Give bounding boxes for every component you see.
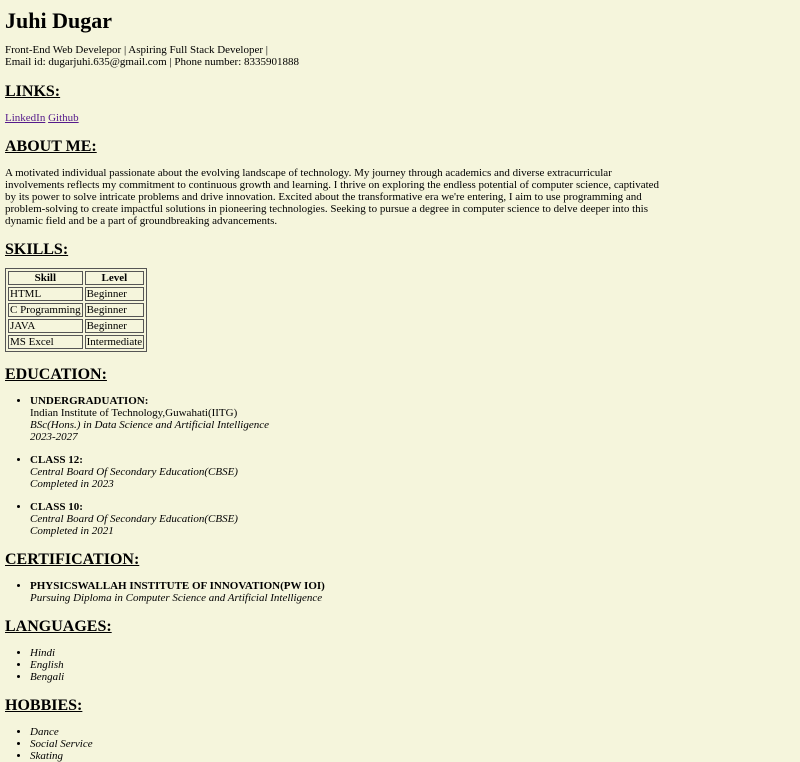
intro-title-line: Front-End Web Develepor | Aspiring Full Stack Developer |	[5, 44, 268, 56]
education-period: Completed in 2023	[30, 478, 114, 490]
skill-cell: JAVA	[8, 319, 83, 333]
education-heading: EDUCATION:	[5, 366, 107, 383]
about-text: A motivated individual passionate about the evolving landscape of technology. My journey through academics and diverse extracurricular involvements reflects my commitment to continuous growth and learning. I thrive on exploring the endless potential of computer science, captivated by its power to solve intricate problems and drive innovation. Excited about the transformative era we're entering, I aim to use programming and problem-solving to create impactful solutions in pioneering technologies. Seeking to pursue a degree in computer science to delve deeper into this dynamic field and be a part of groundbreaking advancements.	[5, 167, 660, 227]
skill-cell: HTML	[8, 287, 83, 301]
level-cell: Intermediate	[86, 336, 143, 348]
list-item: • English	[30, 659, 795, 671]
skill-cell: MS Excel	[8, 335, 83, 349]
languages-heading: LANGUAGES:	[5, 618, 112, 635]
links-row	[5, 112, 795, 124]
linkedin-link[interactable]: LinkedIn	[5, 112, 46, 124]
resume-name: Juhi Dugar	[5, 8, 112, 33]
level-cell: Beginner	[85, 303, 145, 317]
table-row	[8, 319, 144, 333]
certification-detail: Pursuing Diploma in Computer Science and Artificial Intelligence	[30, 592, 323, 604]
list-item	[30, 395, 795, 443]
level-cell: Beginner	[85, 319, 145, 333]
education-list	[5, 395, 795, 537]
education-institute: Indian Institute of Technology,Guwahati(IITG)	[30, 407, 238, 419]
skills-table	[5, 268, 147, 352]
level-cell: Beginner	[85, 287, 145, 301]
education-period: Completed in 2021	[30, 525, 114, 537]
education-detail: Central Board Of Secondary Education(CBSE)	[30, 513, 238, 525]
hobbies-heading: HOBBIES:	[5, 697, 83, 714]
table-row	[8, 303, 144, 317]
list-item	[30, 454, 795, 490]
level-column-header: Level	[85, 271, 145, 285]
list-item	[30, 580, 795, 604]
links-heading: LINKS:	[5, 83, 61, 100]
list-item	[30, 501, 795, 537]
intro-contact-line: Email id: dugarjuhi.635@gmail.com | Phone number: 8335901888	[5, 56, 300, 68]
list-item: • Social Service	[30, 738, 795, 750]
skill-cell: C Programming	[10, 304, 81, 316]
list-item: • Skating	[30, 750, 795, 762]
intro-block	[5, 44, 795, 68]
education-title: • UNDERGRADUATION:	[30, 395, 149, 407]
hobbies-list	[5, 726, 795, 762]
table-row	[8, 287, 144, 301]
certification-list	[5, 580, 795, 604]
education-title: • CLASS 12:	[30, 454, 83, 466]
education-period: 2023-2027	[30, 431, 78, 443]
skills-header-row	[8, 271, 144, 285]
skills-heading: SKILLS:	[5, 241, 69, 258]
education-detail: BSc(Hons.) in Data Science and Artificial Intelligence	[30, 419, 269, 431]
skill-column-header: Skill	[8, 271, 83, 285]
certification-heading: CERTIFICATION:	[5, 551, 140, 568]
github-link[interactable]: Github	[48, 112, 79, 124]
about-heading: ABOUT ME:	[5, 138, 97, 155]
table-row	[8, 335, 144, 349]
certification-title: • PHYSICSWALLAH INSTITUTE OF INNOVATION(PW IOI)	[30, 580, 325, 592]
languages-list	[5, 647, 795, 683]
list-item: • Bengali	[30, 671, 795, 683]
list-item: • Hindi	[30, 647, 795, 659]
list-item: • Dance	[30, 726, 795, 738]
education-title: • CLASS 10:	[30, 501, 83, 513]
education-detail: Central Board Of Secondary Education(CBSE)	[30, 466, 238, 478]
